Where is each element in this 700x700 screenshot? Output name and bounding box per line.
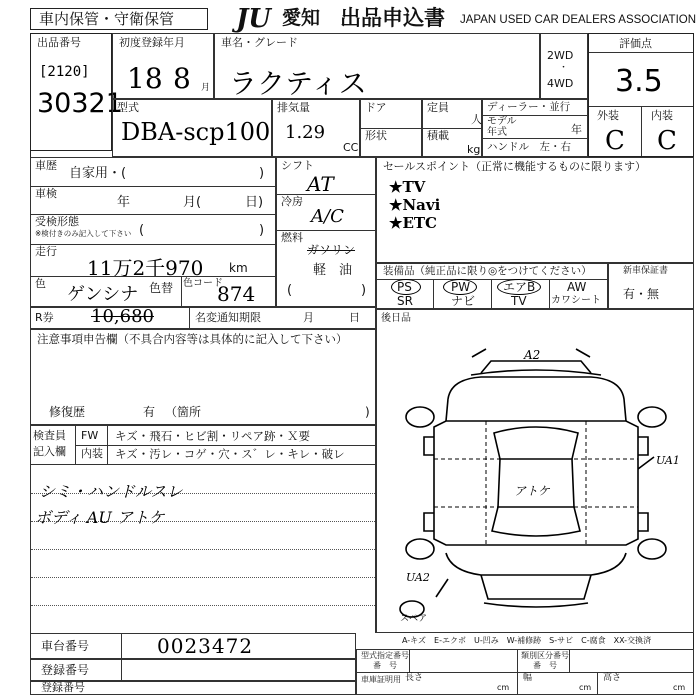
dealer-label: ディーラー・並行 [487, 101, 571, 113]
damage-legend: A-キズ E-エクボ U-凹み W-補修跡 S-サビ C-腐食 XX-交換済 [402, 636, 652, 645]
reception-close: ) [259, 223, 265, 238]
handwritten-note-1: シミ・ハンドルスレ [39, 482, 183, 501]
sales-point-2: ★Navi [389, 196, 441, 214]
certificate-box [356, 649, 694, 695]
fuel-diesel: 軽 油 [313, 263, 353, 278]
color-code-label: 色コード [183, 278, 223, 289]
car-damage-diagram [376, 309, 694, 633]
fuel-close: ) [361, 283, 367, 298]
category-label: 類別区分番号 [521, 651, 569, 660]
equip-pw-circle [443, 279, 477, 295]
drive-box [540, 33, 588, 99]
height-label: 高さ [603, 673, 622, 683]
handwritten-note-2: ボディ AU アトケ [35, 508, 165, 527]
sales-points-label: セールスポイント（正常に機能するものに限ります） [383, 160, 647, 173]
shift-ac-fuel-box [276, 157, 376, 307]
model-value: DBA-scp100 [121, 118, 271, 146]
equipment-label: 装備品（純正品に限り◎をつけてください） [383, 265, 592, 277]
lot-number: 30321 [37, 88, 123, 119]
reception-open: ( [139, 223, 145, 238]
notes-box [30, 329, 376, 425]
name-change-month: 月 [303, 311, 314, 324]
displacement-label: 排気量 [277, 101, 310, 114]
inspection-label: 車検 [35, 187, 57, 200]
displacement-box [272, 99, 360, 157]
history-close: ) [259, 166, 265, 181]
equip-seat: カワシート [551, 295, 601, 306]
mileage-unit: km [229, 261, 248, 275]
inspector-label-2: 記入欄 [33, 445, 66, 458]
displacement-unit: CC [343, 141, 359, 154]
repair-label: 修復歴 [49, 405, 86, 419]
org-english-name: JAPAN USED CAR DEALERS ASSOCIATION [460, 14, 697, 26]
mileage-value: 11万2千970 [87, 256, 204, 280]
rating-value: 3.5 [615, 64, 663, 99]
name-change-day: 日 [349, 311, 360, 324]
width-label: 幅 [523, 673, 533, 683]
capacity-label: 定員 [427, 101, 449, 114]
inspection-month: 月( [183, 195, 202, 210]
rating-label: 評価点 [619, 37, 652, 50]
inspector-label-1: 検査員 [33, 429, 66, 442]
color-label: 色 [35, 277, 46, 290]
diagram-top-mark: A2 [524, 348, 541, 362]
vehicle-info-box [30, 157, 276, 307]
length-label: 長さ [405, 673, 424, 683]
model-label: 型式 [117, 101, 139, 114]
org-name: 愛知 [282, 7, 321, 29]
handle-label: ハンドル 左・右 [487, 141, 571, 153]
drive-4wd: 4WD [547, 77, 574, 90]
diagram-right-mark: UA1 [656, 454, 680, 467]
inspector-interior: 内装 [81, 447, 103, 460]
height-cm: cm [673, 683, 686, 692]
equip-sr: SR [397, 294, 413, 308]
plate-box [30, 681, 356, 695]
inspector-fw-items: キズ・飛石・ヒビ割・リペア跡・Ｘ要 [115, 429, 311, 443]
exterior-value: C [605, 126, 625, 156]
sales-point-1: ★TV [389, 178, 426, 196]
spare-label: スペア [400, 614, 428, 624]
width-cm: cm [579, 683, 592, 692]
equip-ps: PS [397, 280, 412, 294]
registration-year: 18 [127, 62, 163, 95]
interior-label: 内装 [651, 109, 673, 122]
equip-airbag: エアB [503, 280, 536, 294]
car-name-box [214, 33, 540, 99]
storage-box [30, 8, 208, 30]
recycle-label: R券 [35, 311, 54, 324]
interior-value: C [657, 126, 677, 156]
color-change-label: 色替 [149, 281, 174, 295]
chassis-label: 車台番号 [41, 639, 90, 653]
load-label: 積載 [427, 129, 449, 142]
reception-note: ※検付きのみ記入して下さい [35, 229, 132, 238]
inspector-interior-items: キズ・汚レ・コゲ・穴・ス゛レ・キレ・破レ [115, 447, 345, 461]
notes-label: 注意事項申告欄（不具合内容等は具体的に記入して下さい） [37, 332, 348, 346]
equip-tv: TV [511, 294, 527, 308]
shift-label: シフト [281, 159, 314, 172]
storage-label: 車内保管・守衛保管 [39, 10, 175, 28]
ac-label: 冷房 [281, 195, 303, 208]
diagram-center-mark: アトケ [514, 484, 550, 498]
equip-airbag-circle [497, 279, 541, 295]
repair-location: （箇所 [165, 405, 202, 419]
door-label: ドア [365, 101, 387, 114]
lot-box [30, 33, 123, 151]
type-designation-sub: 番 号 [373, 661, 397, 670]
equip-navi: ナビ [451, 294, 476, 308]
load-unit: kg [467, 143, 481, 156]
equip-aw: AW [567, 280, 587, 294]
inspector-fw: FW [81, 429, 99, 442]
model-year-label: モデル 年式 [487, 116, 517, 138]
shape-label: 形状 [365, 129, 387, 142]
ju-logo-text: JU [236, 4, 271, 34]
door-shape-box [360, 99, 422, 157]
registration-label: 初度登録年月 [119, 36, 185, 49]
car-name-value: ラクティス [229, 67, 367, 100]
dealer-box [482, 99, 588, 157]
registration-number-label: 登録番号 [41, 663, 90, 677]
registration-month-unit: 月 [201, 83, 211, 93]
color-code-value: 874 [217, 282, 256, 306]
diagram-bottom-mark: UA2 [406, 571, 430, 584]
drive-2wd: 2WD [547, 49, 574, 62]
length-cm: cm [497, 683, 510, 692]
model-year-unit: 年 [571, 123, 582, 136]
mileage-label: 走行 [35, 245, 57, 258]
displacement-value: 1.29 [285, 122, 326, 143]
equip-pw: PW [451, 280, 471, 294]
name-change-label: 名変通知期限 [195, 311, 261, 324]
chassis-box [30, 633, 356, 659]
lot-label: 出品番号 [37, 36, 81, 49]
recycle-value: 10,680 [91, 306, 154, 327]
inspection-year: 年 [117, 195, 131, 210]
capacity-box [422, 99, 482, 157]
registration-month: 8 [173, 62, 191, 95]
recycle-box [30, 307, 376, 329]
shift-value: AT [307, 172, 334, 196]
type-designation-label: 型式指定番号 [361, 651, 409, 660]
sales-point-3: ★ETC [389, 214, 437, 232]
inspection-day: 日) [245, 195, 264, 210]
category-sub: 番 号 [533, 661, 557, 670]
cert-label: 車庫証明用 [361, 675, 401, 684]
registration-number-box [30, 659, 356, 681]
exterior-label: 外装 [597, 109, 619, 122]
rating-box [588, 33, 694, 157]
registration-box [112, 33, 214, 99]
fuel-open: ( [287, 283, 293, 298]
history-label: 車歴 [35, 159, 57, 172]
history-value: 自家用・( [69, 166, 127, 181]
capacity-unit: 人 [471, 113, 482, 126]
document-title: 出品申込書 [340, 6, 445, 30]
inspector-box [30, 425, 376, 465]
sales-points-box [376, 157, 694, 263]
car-name-label: 車名・グレード [221, 36, 298, 49]
fuel-gasoline: ガソリン [307, 243, 356, 257]
reception-label: 受検形態 [35, 215, 79, 228]
fuel-label: 燃料 [281, 231, 303, 244]
equipment-box [376, 263, 608, 309]
lot-code: [2120] [39, 64, 90, 80]
chassis-value: 0023472 [157, 634, 254, 658]
model-box [112, 99, 272, 157]
repair-close: ) [365, 405, 370, 419]
drive-separator: ・ [559, 63, 569, 73]
notes-lines-area [30, 465, 376, 633]
repair-value: 有 [143, 405, 156, 419]
ac-value: A/C [311, 206, 344, 227]
equip-ps-circle [391, 279, 421, 295]
warranty-box: 新車保証書 有・無 [608, 263, 694, 309]
plate-label: 登録番号 [41, 681, 85, 694]
back-date-label: 後日品 [381, 313, 411, 324]
color-value: ゲンシナ [67, 284, 139, 305]
